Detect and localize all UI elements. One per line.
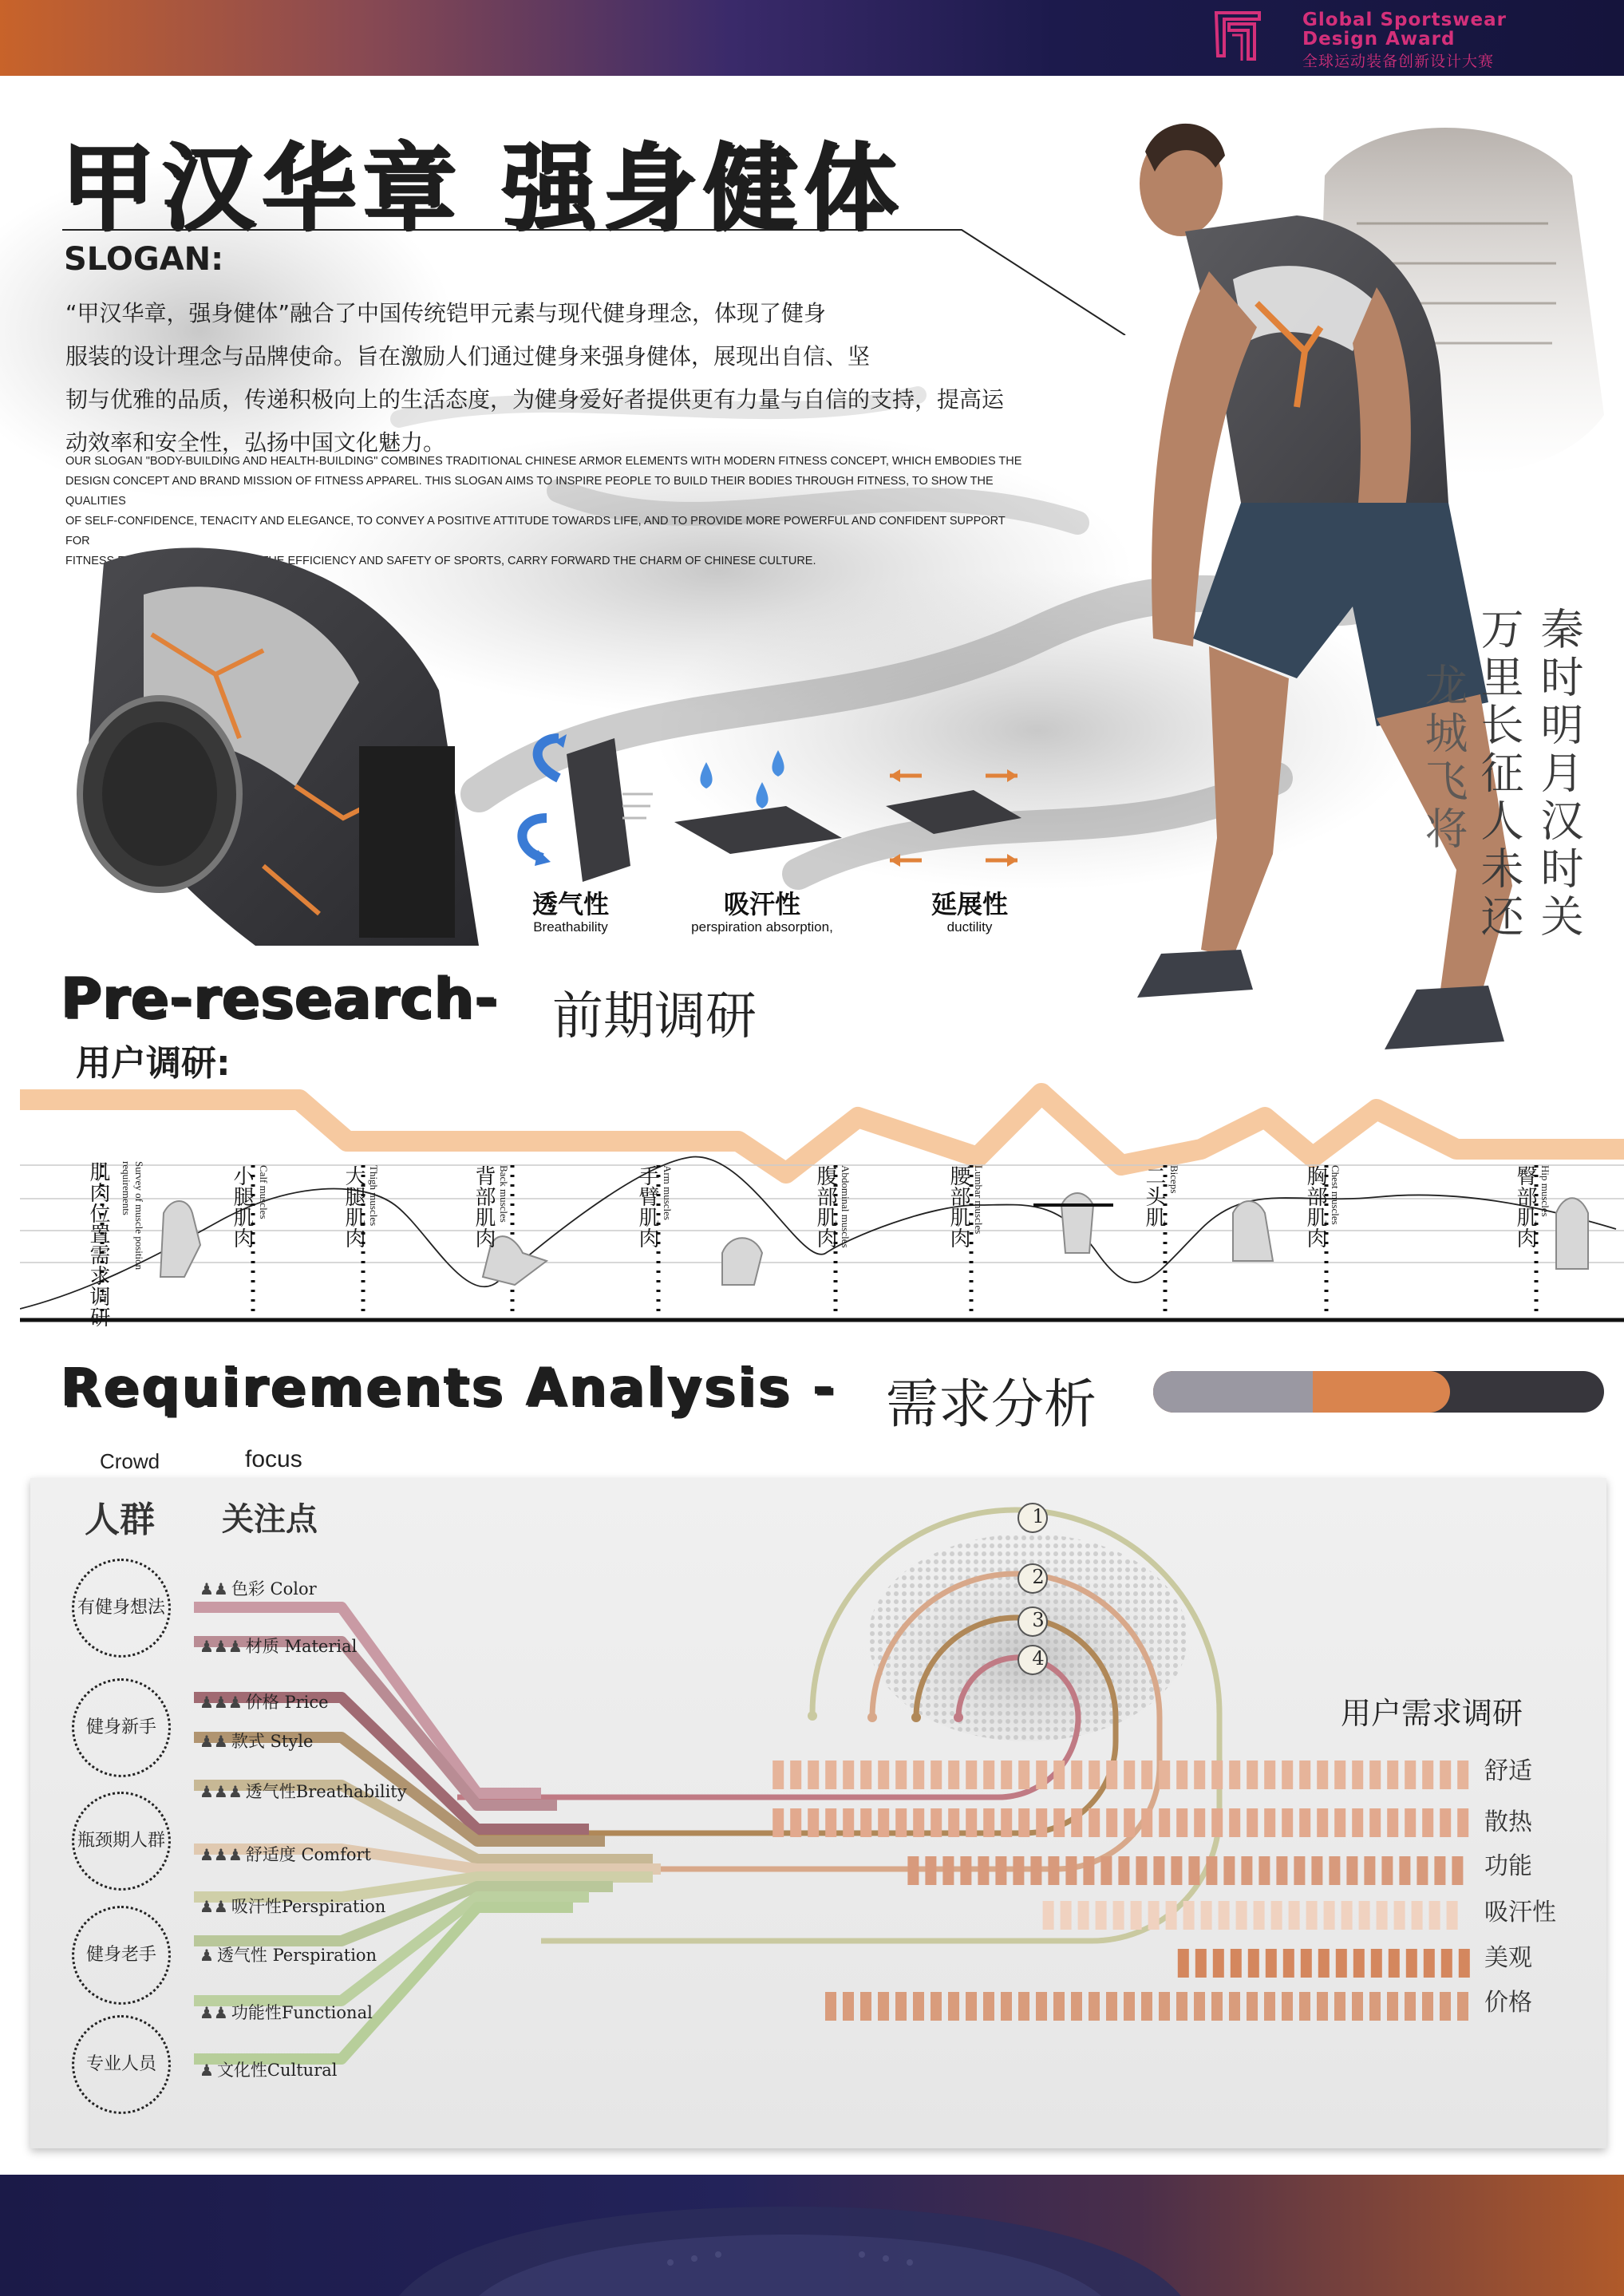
- demand-label: 舒适: [1484, 1757, 1532, 1785]
- slogan-cn-line: “甲汉华章，强身健体”融合了中国传统铠甲元素与现代健身理念，体现了健身: [65, 300, 827, 326]
- award-logo-icon: [1213, 8, 1262, 64]
- focus-item: [200, 1729, 313, 1753]
- research-column-label: 小腿肌肉: [230, 1165, 254, 1248]
- bottom-garment-illustration: [351, 2175, 1229, 2296]
- fabric-feature-sublabel: Breathability: [533, 919, 608, 935]
- demand-label: 功能: [1484, 1852, 1532, 1880]
- focus-item: [200, 2057, 338, 2081]
- focus-item-label: 价格 Price: [245, 1693, 329, 1712]
- calligraphy-poem-line: 万里长征人未还: [1474, 607, 1524, 942]
- focus-item: [200, 1689, 329, 1713]
- person-icon: ♟♟♟: [200, 1693, 243, 1712]
- person-icon: ♟♟: [200, 2003, 228, 2022]
- user-research-label: 用户调研:: [76, 1043, 231, 1084]
- rank-marker-4: 4: [1032, 1647, 1045, 1670]
- slogan-cn-line: 服装的设计理念与品牌使命。旨在激励人们通过健身来强身健体，展现出自信、坚: [65, 343, 871, 369]
- slogan-cn-line: 动效率和安全性，弘扬中国文化魅力。: [65, 429, 446, 456]
- fabric-feature-label: 延展性: [931, 889, 1008, 919]
- calligraphy-poem-line: 龙城飞将: [1418, 662, 1468, 854]
- person-icon: ♟: [200, 1946, 214, 1965]
- focus-item: [200, 1576, 317, 1600]
- focus-item: [200, 1942, 377, 1966]
- research-column-label: 手臂肌肉: [635, 1165, 659, 1248]
- fabric-feature-label: 吸汗性: [723, 889, 800, 919]
- research-column-sublabel: Biceps: [1168, 1165, 1180, 1194]
- slogan-en-line: OF SELF-CONFIDENCE, TENACITY AND ELEGANCE, TO CONVEY A POSITIVE ATTITUDE TOWARDS LIFE, AND TO PROVIDE MORE POWERFUL AND CONFIDENT SUPPORT FOR: [65, 515, 1006, 547]
- slogan-en-line: DESIGN CONCEPT AND BRAND MISSION OF FITNESS APPAREL. THIS SLOGAN AIMS TO INSPIRE PEOPLE TO BUILD THEIR BODIES THROUGH FITNESS, TO SHOW THE QUALITIES: [65, 475, 994, 508]
- rank-marker-3: 3: [1032, 1609, 1045, 1631]
- focus-item-label: 透气性Breathability: [245, 1782, 407, 1801]
- person-icon: ♟♟: [200, 1579, 228, 1599]
- research-column-sublabel: Chest muscles: [1330, 1165, 1341, 1225]
- research-column-label: 腹部肌肉: [813, 1165, 837, 1248]
- focus-item: [200, 1779, 407, 1803]
- research-column-sublabel: Abdominal muscles: [840, 1165, 852, 1248]
- crowd-label: 人群: [85, 1500, 155, 1540]
- requirements-title-cn: 需求分析: [886, 1373, 1096, 1435]
- athlete-illustration: [1113, 88, 1560, 1093]
- stretch-arrows-icon: [878, 758, 1029, 878]
- focus-label-en: focus: [245, 1446, 302, 1472]
- focus-item: [200, 1842, 371, 1866]
- sweat-drop-icon: [666, 750, 850, 862]
- breathability-icon: [511, 730, 654, 882]
- focus-item-label: 文化性Cultural: [216, 2061, 338, 2080]
- research-column-label: 肌肉位置需求调研: [86, 1161, 110, 1327]
- focus-item-label: 舒适度 Comfort: [245, 1845, 371, 1864]
- focus-item: [200, 1894, 385, 1918]
- person-icon: ♟♟♟: [200, 1782, 243, 1801]
- research-column-label: 胸部肌肉: [1303, 1165, 1327, 1248]
- slogan-cn-line: 韧与优雅的品质，传递积极向上的生活态度，为健身爱好者提供更有力量与自信的支持，提高运: [65, 386, 1005, 413]
- focus-item: [200, 1634, 357, 1658]
- fabric-feature-sublabel: ductility: [946, 919, 993, 935]
- rank-marker-2: 2: [1032, 1566, 1045, 1588]
- person-icon: ♟♟: [200, 1732, 228, 1751]
- crowd-circle: 专业人员: [72, 2015, 171, 2114]
- award-name-cn: 全球运动装备创新设计大赛: [1302, 53, 1495, 70]
- focus-item-label: 吸汗性Perspiration: [231, 1897, 386, 1916]
- crowd-circle: 健身新手: [72, 1678, 171, 1777]
- crowd-circle: 有健身想法: [72, 1559, 171, 1658]
- research-column-sublabel: Survey of muscle position requirements: [121, 1161, 145, 1271]
- focus-item-label: 功能性Functional: [231, 2003, 373, 2022]
- focus-item: [200, 2000, 373, 2024]
- sleeve-detail-illustration: [56, 531, 503, 954]
- page-title: 甲汉华章 强身健体: [60, 132, 904, 243]
- demand-label: 价格: [1484, 1989, 1532, 2017]
- focus-item-label: 材质 Material: [245, 1637, 358, 1656]
- slogan-cn-text: [65, 292, 1023, 464]
- demand-label: 美观: [1484, 1944, 1532, 1972]
- research-column-sublabel: Lumbar muscles: [973, 1165, 985, 1235]
- requirements-title: Requirements Analysis -: [60, 1357, 836, 1418]
- research-column-sublabel: Thigh muscles: [368, 1165, 380, 1227]
- person-icon: ♟♟♟: [200, 1637, 243, 1656]
- demand-bar: [1043, 1901, 1458, 1930]
- demand-label: 吸汗性: [1484, 1899, 1556, 1927]
- research-column-sublabel: Back muscles: [498, 1165, 510, 1223]
- fabric-feature-sublabel: perspiration absorption,: [691, 919, 833, 935]
- slogan-en-line: FITNESS ENTHUSIASTS, IMPROVE THE EFFICIENCY AND SAFETY OF SPORTS, CARRY FORWARD THE CHARM OF CHINESE CULTURE.: [65, 555, 816, 567]
- slogan-label: SLOGAN:: [64, 241, 224, 278]
- research-column-label: 大腿肌肉: [342, 1165, 365, 1248]
- focus-item-label: 色彩 Color: [231, 1579, 317, 1599]
- rank-marker-1: 1: [1032, 1505, 1045, 1527]
- pre-research-title: Pre-research-: [60, 966, 498, 1031]
- focus-label: 关注点: [222, 1501, 318, 1538]
- award-name-line-1: Global Sportswear: [1302, 10, 1507, 30]
- slogan-en-line: OUR SLOGAN "BODY-BUILDING AND HEALTH-BUILDING" COMBINES TRADITIONAL CHINESE ARMOR ELEMENTS WITH MODERN FITNESS CONCEPT, WHICH EMBODIES THE: [65, 455, 1022, 468]
- color-palette-pill: [1153, 1371, 1604, 1413]
- person-icon: ♟♟: [200, 1897, 228, 1916]
- research-column-label: 腰部肌肉: [946, 1165, 970, 1248]
- award-name-line-2: Design Award: [1302, 29, 1456, 49]
- research-column-sublabel: Hip muscles: [1539, 1165, 1551, 1217]
- calligraphy-poem-line: 秦时明月汉时关: [1534, 607, 1584, 942]
- fabric-feature-label: 透气性: [531, 889, 609, 919]
- focus-item-label: 透气性 Perspiration: [216, 1946, 377, 1965]
- demand-bar: [825, 1992, 1468, 2021]
- pre-research-title-cn: 前期调研: [552, 987, 757, 1046]
- crowd-label-en: Crowd: [100, 1449, 160, 1473]
- research-column-label: 背部肌肉: [472, 1165, 496, 1248]
- demand-bar: [1178, 1949, 1470, 1978]
- research-column-sublabel: Calf muscles: [258, 1165, 270, 1219]
- focus-item-label: 款式 Style: [231, 1732, 314, 1751]
- demand-label: 散热: [1484, 1808, 1532, 1836]
- crowd-circle: 瓶颈期人群: [72, 1792, 171, 1891]
- research-column-sublabel: Arm muscles: [662, 1165, 674, 1220]
- crowd-circle: 健身老手: [72, 1906, 171, 2005]
- research-column-label: 臀部肌肉: [1513, 1165, 1537, 1248]
- person-icon: ♟♟♟: [200, 1845, 243, 1864]
- demand-bar: [772, 1761, 1468, 1789]
- research-column-label: 二头肌: [1142, 1165, 1166, 1227]
- person-icon: ♟: [200, 2061, 214, 2080]
- demand-survey-title: 用户需求调研: [1341, 1696, 1523, 1731]
